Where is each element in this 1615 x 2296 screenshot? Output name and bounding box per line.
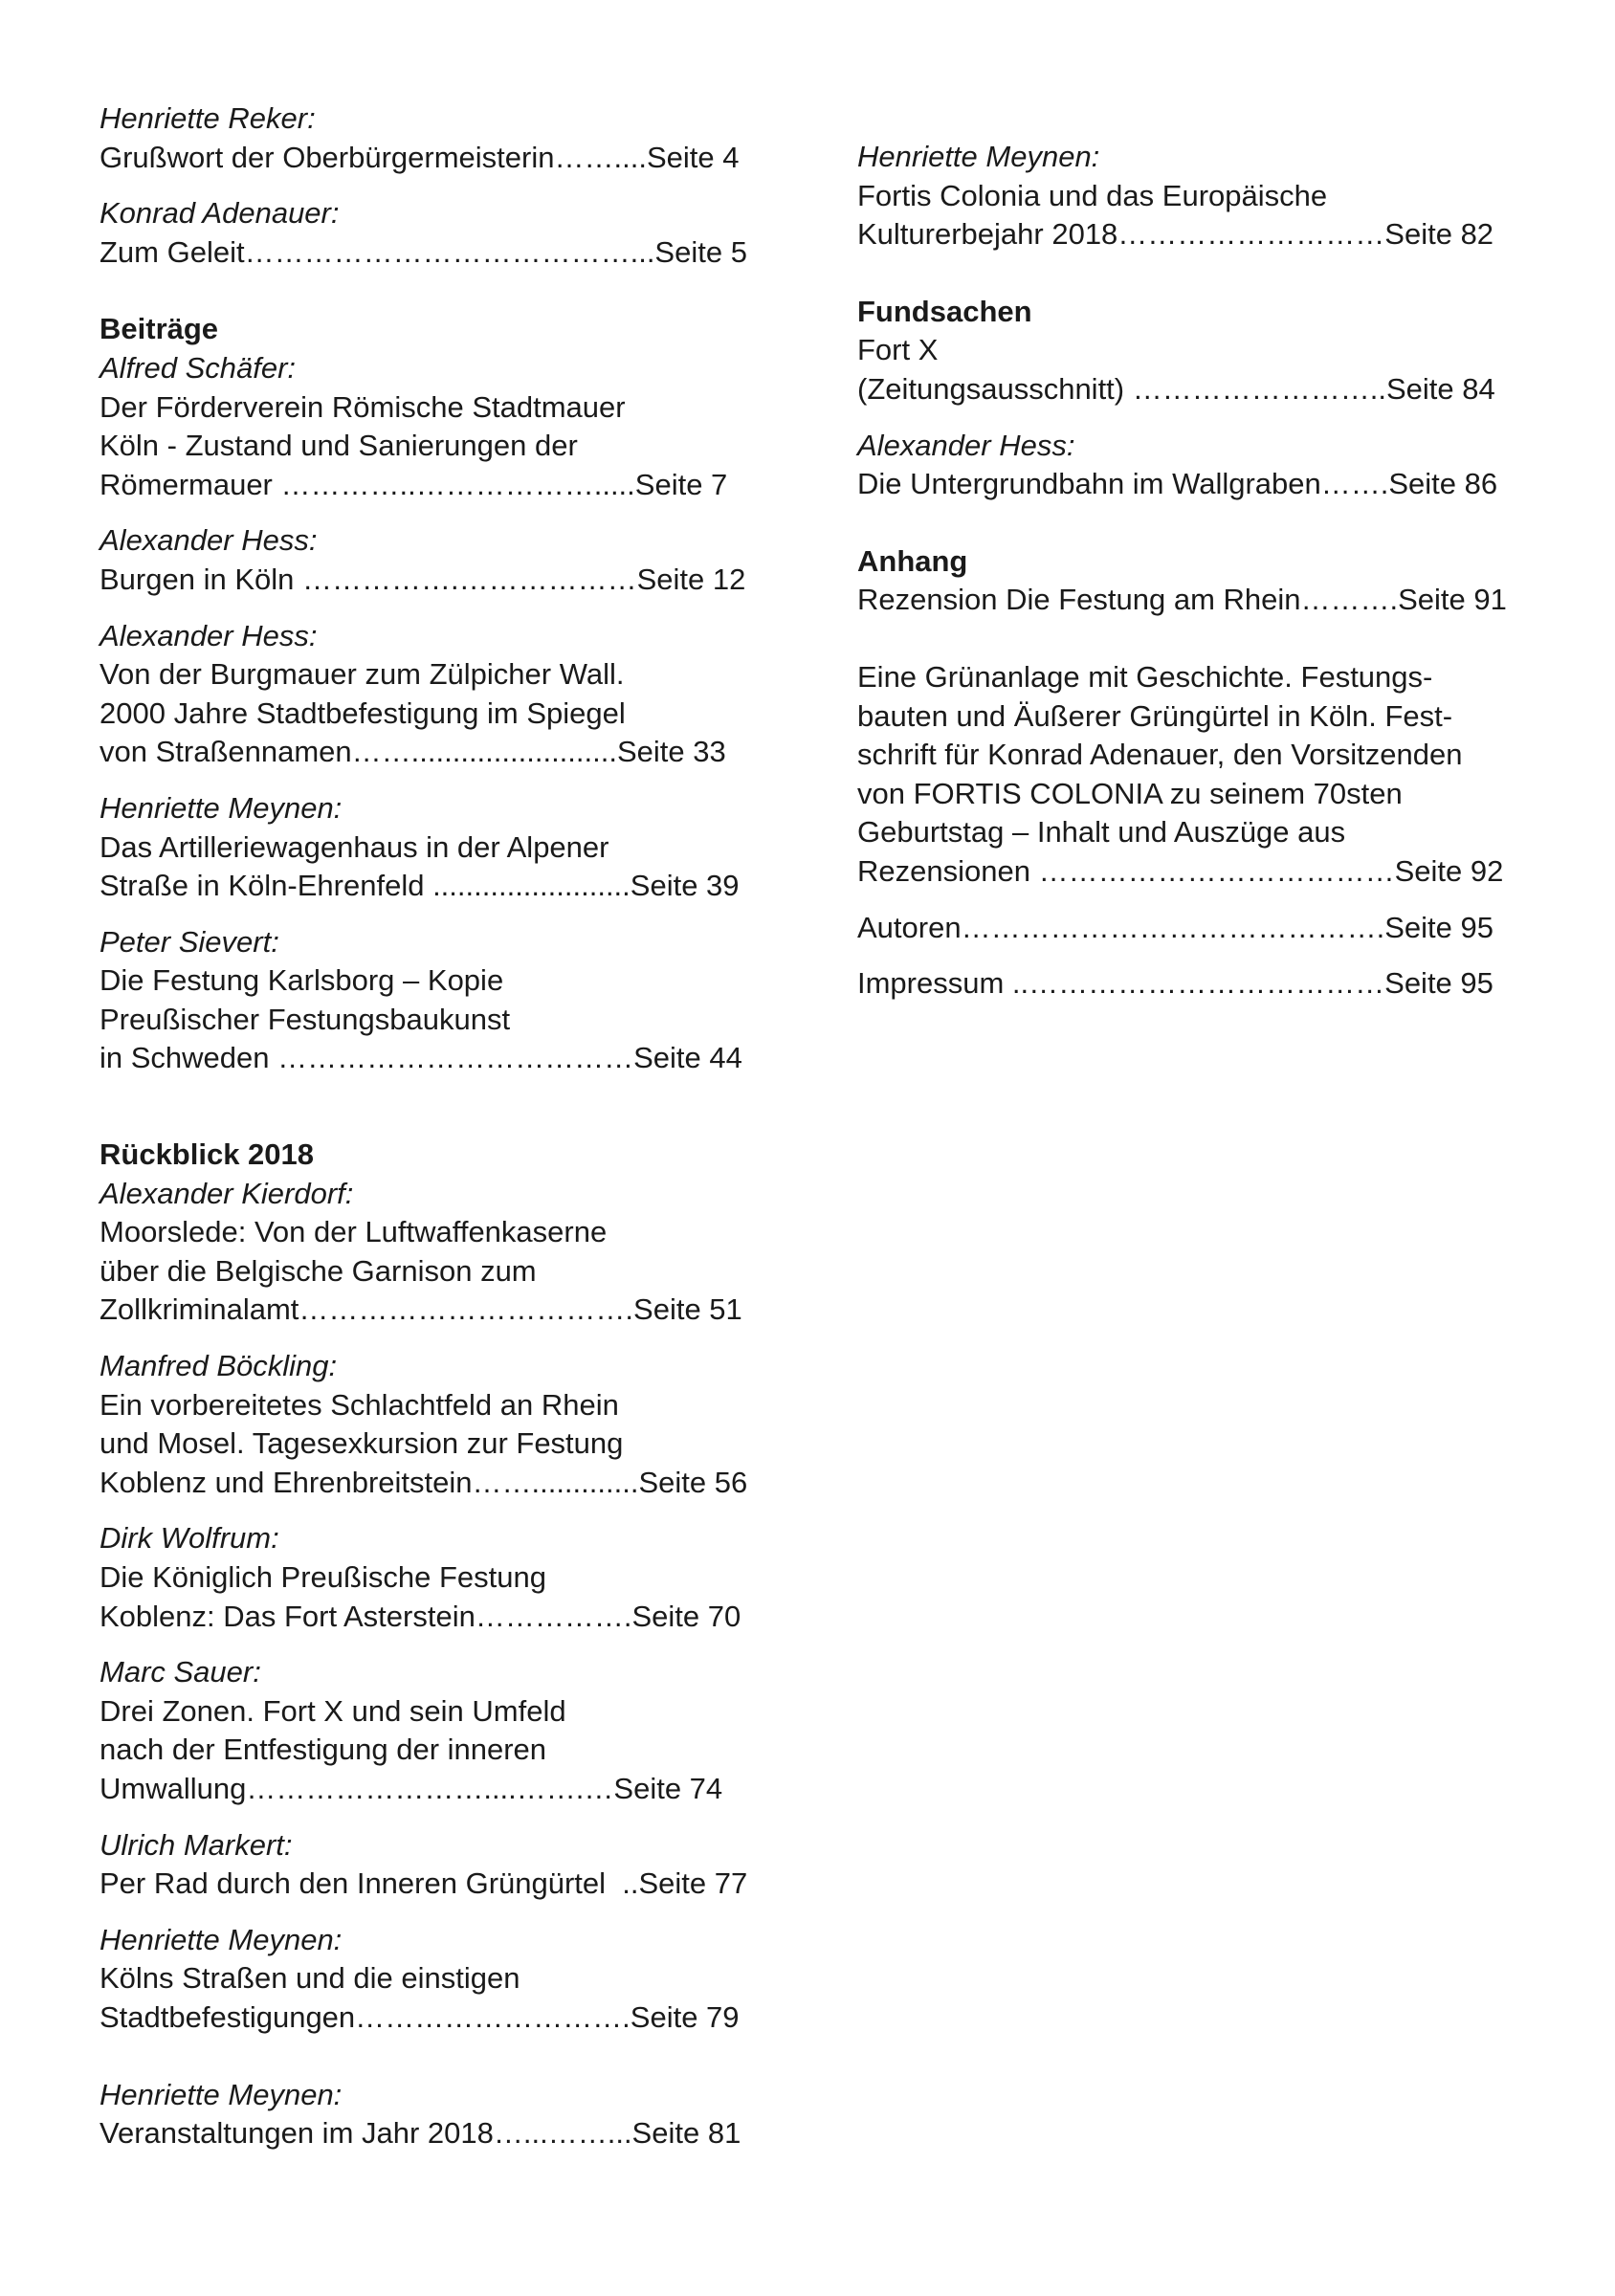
entry-author: Alexander Hess: [857,428,1075,462]
toc-entry [100,789,769,906]
entry-title-line: Straße in Köln-Ehrenfeld ........................Seite 39 [100,869,740,903]
toc-entry [100,310,769,504]
entry-author: Alfred Schäfer: [100,350,297,385]
entry-title-line: Zum Geleit…………………………………...Seite 5 [100,234,747,269]
entry-title-line: Koblenz: Das Fort Asterstein…………….Seite 70 [100,1599,741,1633]
entry-author: Dirk Wolfrum: [100,1521,279,1556]
entry-title-line: Veranstaltungen im Jahr 2018…...……...Seite 81 [100,2116,741,2151]
entry-title-line: Ein vorbereitetes Schlachtfeld an Rhein [100,1387,619,1422]
toc-entry [100,1347,769,1502]
toc-entry [857,542,1527,620]
toc-entry [857,293,1527,409]
entry-title-line: Impressum ..………………………………Seite 95 [857,966,1493,1001]
entry-title-line: Koblenz und Ehrenbreitstein…….............Seite 56 [100,1465,748,1499]
entry-title-line: Köln - Zustand und Sanierungen der [100,429,578,463]
entry-title-line: bauten und Äußerer Grüngürtel in Köln. Fest- [857,698,1453,733]
entry-author: Marc Sauer: [100,1655,261,1689]
entry-title-line: (Zeitungsausschnitt) ……………………..Seite 84 [857,371,1495,406]
entry-title-line: Rezensionen ………………………………Seite 92 [857,853,1504,888]
toc-entry [100,1136,769,1330]
toc-entry [100,194,769,272]
entry-title-line: Römermauer …………..……………….....Seite 7 [100,467,728,501]
toc-left-column [100,99,769,2153]
toc-entry [100,1519,769,1636]
toc-entry [857,658,1527,892]
toc-entry [857,427,1527,504]
entry-author: Henriette Meynen: [100,2077,343,2111]
entry-title-line: Die Untergrundbahn im Wallgraben…….Seite 86 [857,467,1498,501]
entry-author: Henriette Reker: [100,101,316,135]
entry-title-line: Umwallung……………………....…….…Seite 74 [100,1771,723,1805]
entry-author: Alexander Kierdorf: [100,1176,354,1210]
entry-title-line: Eine Grünanlage mit Geschichte. Festungs- [857,659,1433,694]
entry-author: Peter Sievert: [100,924,279,959]
entry-title-line: über die Belgische Garnison zum [100,1253,537,1288]
entry-title-line: Preußischer Festungsbaukunst [100,1002,511,1036]
toc-entry [100,2076,769,2153]
toc-entry [100,99,769,177]
entry-author: Henriette Meynen: [857,140,1100,173]
entry-title-line: von Straßennamen…….........................Seite 33 [100,735,726,769]
entry-title-line: Burgen in Köln …………….………………Seite 12 [100,562,746,596]
entry-title-line: Der Förderverein Römische Stadtmauer [100,389,626,424]
entry-title-line: Das Artilleriewagenhaus in der Alpener [100,829,609,864]
entry-author: Manfred Böckling: [100,1349,338,1383]
entry-title-line: Rezension Die Festung am Rhein……….Seite 91 [857,583,1507,617]
entry-title-line: Kulturerbejahr 2018………………………Seite 82 [857,217,1494,252]
section-heading: Beiträge [100,312,219,346]
entry-title-line: Geburtstag – Inhalt und Auszüge aus [857,815,1346,850]
entry-title-line: Grußwort der Oberbürgermeisterin……....Seite 4 [100,140,740,174]
toc-entry [100,1826,769,1904]
toc-entry [857,138,1527,254]
entry-title-line: Kölns Straßen und die einstigen [100,1961,520,1996]
entry-title-line: Moorslede: Von der Luftwaffenkaserne [100,1215,608,1249]
entry-author: Alexander Hess: [100,523,318,558]
entry-title-line: Fort X [857,333,939,367]
toc-entry [100,1653,769,1808]
toc-right-column [857,138,1527,1004]
section-heading: Rückblick 2018 [100,1137,315,1172]
entry-author: Henriette Meynen: [100,790,343,825]
toc-entry [100,521,769,599]
entry-author: Ulrich Markert: [100,1827,293,1862]
entry-title-line: Die Festung Karlsborg – Kopie [100,963,504,998]
entry-title-line: in Schweden ………………………………Seite 44 [100,1041,742,1075]
entry-author: Henriette Meynen: [100,1922,343,1956]
entry-title-line: Per Rad durch den Inneren Grüngürtel ..Seite 77 [100,1866,748,1901]
entry-title-line: nach der Entfestigung der inneren [100,1733,547,1767]
toc-entry [100,1921,769,2038]
section-heading: Anhang [857,543,968,578]
entry-title-line: Autoren…………………………………….Seite 95 [857,910,1493,944]
entry-title-line: schrift für Konrad Adenauer, den Vorsitzenden [857,738,1463,772]
section-heading: Fundsachen [857,294,1032,328]
entry-title-line: 2000 Jahre Stadtbefestigung im Spiegel [100,695,626,730]
entry-author: Konrad Adenauer: [100,196,340,231]
entry-title-line: und Mosel. Tagesexkursion zur Festung [100,1426,624,1461]
entry-title-line: Die Königlich Preußische Festung [100,1560,546,1594]
entry-title-line: von FORTIS COLONIA zu seinem 70sten [857,776,1403,810]
entry-title-line: Stadtbefestigungen……………………….Seite 79 [100,1999,740,2034]
entry-title-line: Von der Burgmauer zum Zülpicher Wall. [100,657,625,692]
toc-entry [100,617,769,772]
entry-title-line: Drei Zonen. Fort X und sein Umfeld [100,1693,566,1728]
toc-entry [857,909,1527,948]
entry-title-line: Zollkriminalamt…………………………….Seite 51 [100,1292,742,1327]
entry-author: Alexander Hess: [100,618,318,652]
entry-title-line: Fortis Colonia und das Europäische [857,178,1328,212]
toc-entry [100,923,769,1078]
toc-entry [857,964,1527,1004]
